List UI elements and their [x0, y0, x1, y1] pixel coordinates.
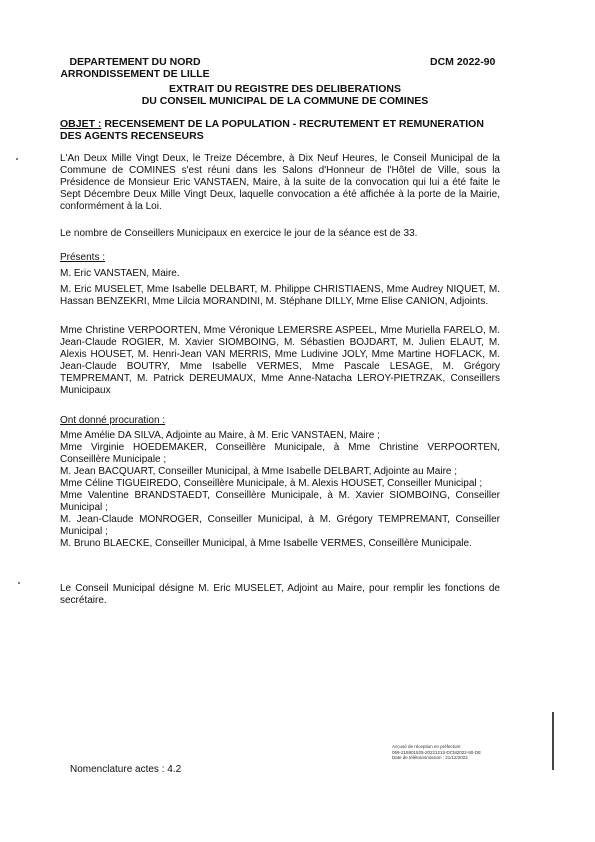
objet-text: RECENSEMENT DE LA POPULATION - RECRUTEMENT ET REMUNERATION DES AGENTS RECENSEURS	[60, 118, 484, 142]
title-line-1: EXTRAIT DU REGISTRE DES DELIBERATIONS	[169, 83, 401, 95]
procuration-item: Mme Céline TIGUEIREDO, Conseillère Municipale, à M. Alexis HOUSET, Conseiller Municipal ;	[60, 478, 483, 489]
quorum-paragraph: Le nombre de Conseillers Municipaux en exercice le jour de la séance est de 33.	[60, 228, 418, 239]
objet-block	[60, 118, 500, 142]
scan-edge-line	[552, 712, 554, 770]
presents-maire: M. Eric VANSTAEN, Maire.	[60, 268, 180, 279]
nomenclature-label: Nomenclature actes : 4.2	[70, 764, 182, 775]
procurations-heading: Ont donné procuration :	[60, 415, 166, 426]
stamp-line-3: Date de télétransmission : 21/12/2022	[392, 755, 468, 760]
scan-speck	[16, 158, 18, 160]
scan-speck	[18, 582, 20, 584]
title-line-2: DU CONSEIL MUNICIPAL DE LA COMMUNE DE COMINES	[141, 95, 429, 107]
presents-conseillers: Mme Christine VERPOORTEN, Mme Véronique LEMERSRE ASPEEL, Mme Muriella FARELO, M. Jean-Claude ROGIER, M. Xavier SIOMBOING, M. Sébastien BOJDART, M. Julien ELAUT, M. Alexis HOUSET, M. Henri-Jean VAN MERRIS, Mme Ludivine JOLY, Mme Martine HOFLACK, M. Jean-Claude BOUTRY, Mme Isabelle VERMES, Mme Pascale LESAGE, M. Grégory TEMPREMANT, M. Patrick DEREUMAUX, Mme Anne-Natacha LEROY-PIETRZAK, Conseillers Municipaux	[60, 325, 500, 396]
document-title	[120, 83, 450, 107]
presents-heading: Présents :	[60, 252, 106, 263]
procuration-item: M. Jean-Claude MONROGER, Conseiller Municipal, à M. Grégory TEMPREMANT, Conseiller Municipal ;	[60, 514, 500, 537]
stamp-line-1: Accusé de réception en préfecture	[392, 744, 461, 749]
objet-label: OBJET :	[60, 118, 102, 130]
arrondissement-label: ARRONDISSEMENT DE LILLE	[60, 68, 210, 80]
header-authority	[60, 56, 210, 80]
procuration-item: Mme Valentine BRANDSTAEDT, Conseillère Municipale, à M. Xavier SIOMBOING, Conseiller Municipal ;	[60, 490, 500, 513]
procuration-item: Mme Virginie HOEDEMAKER, Conseillère Municipale, à Mme Christine VERPOORTEN, Conseillère Municipale ;	[60, 442, 500, 465]
procuration-item: M. Bruno BLAECKE, Conseiller Municipal, à Mme Isabelle VERMES, Conseillère Municipale.	[60, 538, 472, 549]
procuration-item: Mme Amélie DA SILVA, Adjointe au Maire, à M. Eric VANSTAEN, Maire ;	[60, 430, 380, 441]
reference-number: DCM 2022-90	[430, 56, 496, 68]
secretaire-paragraph: Le Conseil Municipal désigne M. Eric MUSELET, Adjoint au Maire, pour remplir les fonctions de secrétaire.	[60, 583, 500, 606]
presents-adjoints: M. Eric MUSELET, Mme Isabelle DELBART, M. Philippe CHRISTIAENS, Mme Audrey NIQUET, M. Hassan BENZEKRI, Mme Lilcia MORANDINI, M. Stéphane DILLY, Mme Elise CANION, Adjoints.	[60, 284, 500, 307]
department-label: DEPARTEMENT DU NORD	[69, 56, 201, 68]
procurations-list	[60, 430, 500, 550]
prefecture-receipt-stamp	[392, 744, 522, 761]
procuration-item: M. Jean BACQUART, Conseiller Municipal, à Mme Isabelle DELBART, Adjointe au Maire ;	[60, 466, 458, 477]
stamp-line-2: 059-215901525-20221213-DCM2022-90-DE	[392, 749, 482, 755]
intro-paragraph: L'An Deux Mille Vingt Deux, le Treize Décembre, à Dix Neuf Heures, le Conseil Municipal de la Commune de COMINES s'est réuni dans les Salons d'Honneur de l'Hôtel de Ville, sous la Présidence de Monsieur Eric VANSTAEN, Maire, à la suite de la convocation qui lui a été faite le Sept Décembre Deux Mille Vingt Deux, laquelle convocation a été affichée à la porte de la Mairie, conformément à la Loi.	[60, 153, 500, 212]
